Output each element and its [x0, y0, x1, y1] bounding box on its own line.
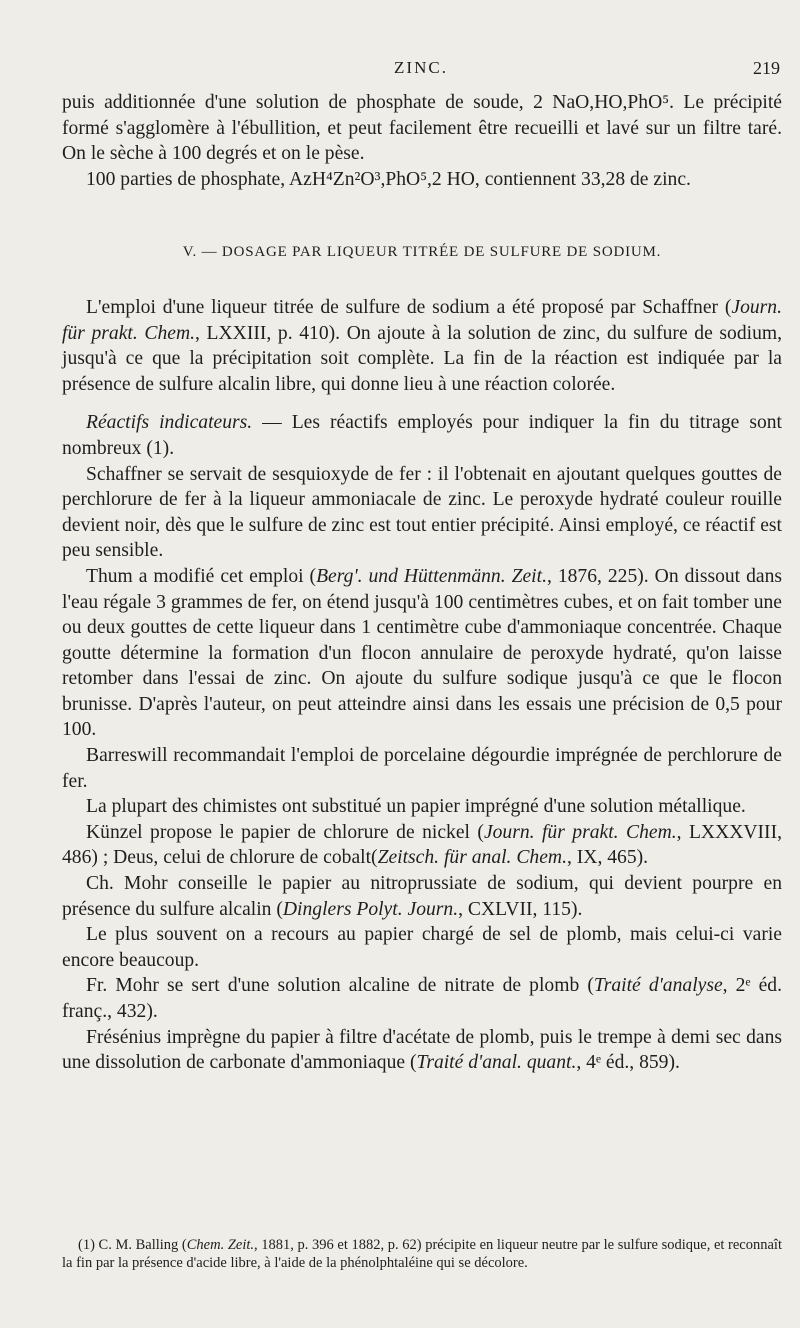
citation: Dinglers Polyt. Journ.: [282, 898, 459, 920]
text-run: , 4ᵉ éd., 859).: [576, 1052, 680, 1074]
main-text: [62, 90, 782, 1076]
citation: Berg'. und Hüttenmänn. Zeit.: [316, 565, 547, 587]
paragraph: puis additionnée d'une solution de phosphate de soude, 2 NaO,HO,PhO⁵. Le précipité formé s'agglomère à l'ébullition, et peut facilement être recueilli et lavé sur un filtre taré. On le sèche à 100 degrés et on le pèse.: [62, 92, 782, 165]
text-run: L'emploi d'une liqueur titrée de sulfure de sodium a été proposé par Schaffner (: [86, 296, 732, 318]
running-title: ZINC.: [394, 58, 448, 77]
paragraph: 100 parties de phosphate, AzH⁴Zn²O³,PhO⁵,2 HO, contiennent 33,28 de zinc.: [86, 168, 691, 190]
text-run: , 1876, 225). On dissout dans l'eau régale 3 grammes de fer, on étend jusqu'à 100 centimètres cubes, et on fait tomber une ou deux gouttes de cette liqueur dans 1 centimètre cube d'ammoniaque concentrée. Chaque goutte détermine la formation d'un flocon annulaire de peroxyde hydraté, qu'on laisse retomber dans l'essai de zinc. On ajoute du sulfure sodique jusqu'à ce que le flocon brunisse. D'après l'auteur, on peut atteindre ainsi dans les essais une précision de 0,5 pour 100.: [62, 565, 782, 741]
text-run: Thum a modifié cet emploi (: [86, 565, 317, 587]
text-run: Fr. Mohr se sert d'une solution alcaline de nitrate de plomb (: [86, 975, 594, 997]
text-run: , LXXIII, p. 410). On ajoute à la solution de zinc, du sulfure de sodium, jusqu'à ce que la précipitation soit complète. La fin de la réaction est indiquée par la présence de sulfure alcalin libre, qui donne lieu à une réaction colorée.: [62, 322, 783, 395]
text-run: , LXXXVIII, 486) ; Deus, celui de chlorure de cobalt(: [62, 821, 783, 869]
citation: Journ. für prakt. Chem.: [483, 821, 677, 843]
text-run: , IX, 465).: [566, 847, 649, 869]
paragraph: [62, 295, 782, 397]
paragraph: [62, 564, 782, 743]
page-number: 219: [753, 58, 780, 78]
footnote-area: [62, 1236, 782, 1272]
paragraph: Schaffner se servait de sesquioxyde de fer : il l'obtenait en ajoutant quelques gouttes de perchlorure de fer à la liqueur ammoniacale de zinc. Le peroxyde hydraté couleur rouille devient noir, dès que le sulfure de zinc est tout entier précipité. Ainsi employé, ce réactif est peu sensible.: [62, 463, 782, 562]
run-in-heading: Réactifs indicateurs.: [86, 412, 253, 434]
text-run: , CXLVII, 115).: [458, 898, 583, 920]
text-run: , 1881, p. 396 et 1882, p. 62) précipite en liqueur neutre par le sulfure sodique, et reconnaît la fin par la présence d'acide libre, à l'aide de la phénolphtaléine qui se décolore.: [62, 1237, 782, 1271]
citation: Traité d'anal. quant.: [416, 1052, 577, 1074]
paragraph: Le plus souvent on a recours au papier chargé de sel de plomb, mais celui-ci varie encore beaucoup.: [62, 924, 782, 971]
citation: Traité d'analyse: [593, 975, 723, 997]
citation: Zeitsch. für anal. Chem.: [377, 847, 567, 869]
paragraph: La plupart des chimistes ont substitué un papier imprégné d'une solution métallique.: [86, 796, 746, 818]
footnote: [62, 1236, 782, 1272]
paragraph: [62, 973, 782, 1024]
paragraph: Barreswill recommandait l'emploi de porcelaine dégourdie imprégnée de perchlorure de fer.: [62, 745, 782, 792]
text-run: Ch. Mohr conseille le papier au nitroprussiate de sodium, qui devient pourpre en présence du sulfure alcalin (: [62, 873, 782, 920]
running-header: [62, 58, 780, 82]
paragraph: [62, 820, 782, 871]
citation: Journ. für prakt. Chem.: [62, 296, 782, 344]
text-run: , 2ᵉ éd. franç., 432).: [62, 975, 782, 1022]
text-run: — Les réactifs employés pour indiquer la fin du titrage sont nombreux (1).: [62, 412, 782, 459]
citation: Chem. Zeit.: [186, 1237, 255, 1253]
paragraph: [62, 871, 782, 922]
text-run: Künzel propose le papier de chlorure de nickel (: [86, 821, 484, 843]
paragraph: [62, 1025, 782, 1076]
text-run: Frésénius imprègne du papier à filtre d'acétate de plomb, puis le trempe à demi sec dans une dissolution de carbonate d'ammoniaque (: [62, 1026, 782, 1074]
paragraph: [62, 410, 782, 461]
text-run: (1) C. M. Balling (: [78, 1237, 187, 1253]
section-heading: V. — DOSAGE PAR LIQUEUR TITRÉE DE SULFURE DE SODIUM.: [182, 244, 662, 261]
